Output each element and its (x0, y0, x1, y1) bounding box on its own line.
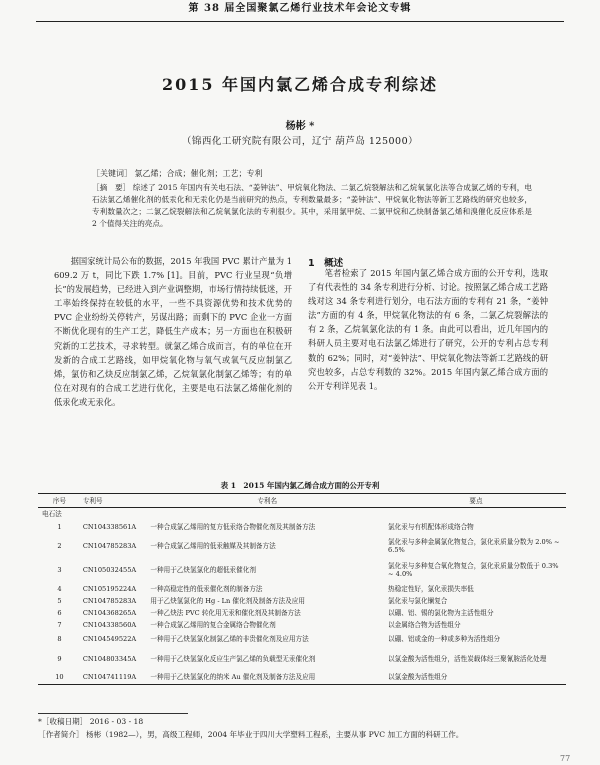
row-patent-no: CN105195224A (82, 584, 137, 593)
table-row (38, 631, 566, 647)
patent-table (38, 493, 566, 685)
row-patent-no: CN104741119A (81, 671, 149, 685)
table-row (38, 619, 566, 631)
row-patent-name: 一种合成氯乙烯用的低汞触媒及其制备方法 (150, 541, 276, 550)
header-index: 序号 (38, 494, 81, 508)
abstract: ［摘 要］ 综述了 2015 年国内有关电石法、“姜钟法”、甲烷氧化物法、二氯乙烷裂解法和乙烷氧氯化法等合成氯乙烯的专利，电石法氯乙烯催化剂的低汞化和无汞化仍是当前研究的热点，专利数量最多；“姜钟法”、甲烷氧化物法等新工艺路线的研究也较多，专利数量次之；二氯乙烷裂解法和乙烷氧氯化法的专利很少。其中，采用氯甲烷、二氯甲烷和乙炔制备氯乙烯和溴催化反应体系是 2 个值得关注的亮点。 (92, 183, 532, 228)
header-rule (36, 21, 564, 22)
table-row (38, 671, 566, 685)
row-index: 1 (57, 523, 62, 531)
row-patent-no: CN104338560A (82, 620, 137, 629)
table-caption: 表 1 2015 年国内氯乙烯合成方面的公开专利 (220, 481, 380, 490)
page-number: 77 (560, 754, 571, 763)
row-patent-no: CN104338561A (82, 523, 137, 531)
row-patent-name: 一种用于乙炔氢氯化的纳米 Au 催化剂及制备方法及应用 (148, 671, 386, 685)
table-row (38, 535, 566, 557)
header-key-points: 要点 (386, 494, 566, 508)
table-row (38, 595, 566, 607)
row-key-points: 以硼、铝或金的一种或多种为活性组分 (388, 634, 501, 643)
group-label: 电石法 (42, 509, 62, 518)
table-row (38, 520, 566, 535)
row-index: 4 (57, 584, 62, 593)
row-index: 2 (57, 541, 62, 550)
row-patent-no: CN104803345A (82, 654, 137, 663)
table-row (38, 607, 566, 619)
table-row (38, 647, 566, 671)
intro-paragraph: 据国家统计局公布的数据，2015 年我国 PVC 累计产量为 1 609.2 万 t，同比下跌 1.7% [1]。目前，PVC 行业呈现“负增长”的发展趋势，已经进入到产业调整期，市场行情持续低迷，开工率始终保持在较低的水平，一些不具资源优势和技术优势的 PVC 企业纷纷关停转产，另谋出路；而剩下的 PVC 企业一方面不断优化现有的生产工艺，降低生产成本；另一方面也在积极研究新的工艺技术，寻求转型。就氯乙烯合成而言，有的单位在开发新的合成工艺路线，如甲烷氧化物与氧气或氧气反应制氯乙烯，氯仿和乙炔反应制氯乙烯，乙烷氧氯化制氯乙烯等；有的单位在对现有的合成工艺进行优化，主要是电石法氯乙烯催化剂的低汞化或无汞化。 (54, 256, 292, 407)
row-patent-name: 一种合成氯乙烯用的复方低汞络合物催化剂及其制备方法 (150, 523, 316, 531)
row-patent-no: CN104785283A (82, 541, 137, 550)
row-patent-name: 一种用于乙炔氢氯化反应生产氯乙烯的负载型无汞催化剂 (150, 654, 316, 663)
footnote-rule (38, 713, 188, 714)
row-key-points: 以氯金酸为活性组分 (386, 671, 566, 685)
row-index: 7 (57, 620, 62, 629)
row-patent-no: CN104368265A (82, 608, 137, 617)
row-key-points: 氯化汞与氯化镧复合 (388, 596, 448, 605)
row-key-points: 以硼、铝、锡的氯化物为主活性组分 (388, 608, 494, 617)
row-patent-name: 一种合成氯乙烯用的复合金属络合物催化剂 (150, 620, 276, 629)
article-title: 2015 年国内氯乙烯合成专利综述 (161, 75, 439, 94)
running-header: 第 38 届全国聚氯乙烯行业技术年会论文专辑 (188, 3, 412, 14)
row-index: 6 (57, 608, 62, 617)
row-index: 10 (38, 671, 81, 685)
row-patent-no: CN104785283A (82, 596, 137, 605)
row-patent-no: CN104549522A (82, 634, 137, 643)
received-date: *［收稿日期］ 2016 - 03 - 18 (38, 717, 144, 726)
table-group-row (38, 508, 566, 520)
table-header-row (38, 494, 566, 508)
row-patent-name: 一种用于乙炔氢氯化制氯乙烯的非贵催化剂及应用方法 (150, 634, 309, 643)
row-key-points: 热稳定性好，氯化汞损失率低 (388, 584, 474, 593)
row-key-points: 氯化汞与多种金属氯化物复合，氯化汞质量分数为 2.0% ~ 6.5% (388, 537, 560, 554)
header-patent-no: 专利号 (81, 494, 149, 508)
row-key-points: 氯化汞与多种复合氧化物复合，氯化汞质量分数低于 0.3% ~ 4.0% (388, 561, 559, 578)
row-index: 3 (57, 565, 62, 574)
row-index: 5 (57, 596, 62, 605)
row-patent-name: 用于乙炔氢氯化的 Hg - Ln 催化剂及制备方法及应用 (150, 596, 305, 605)
header-patent-name: 专利名 (148, 494, 386, 508)
keywords: ［关键词］ 氯乙烯；合成；催化剂；工艺；专利 (92, 169, 263, 178)
row-index: 9 (57, 654, 62, 663)
row-patent-no: CN105032455A (82, 565, 137, 574)
row-key-points: 以金属络合物为活性组分 (388, 620, 461, 629)
author-name: 杨彬 * (285, 121, 315, 132)
author-affiliation: （锦西化工研究院有限公司，辽宁 葫芦岛 125000） (181, 136, 419, 147)
table-row (38, 557, 566, 583)
row-patent-name: 一种乙炔法 PVC 转化用无汞和催化剂及其制备方法 (150, 608, 301, 617)
row-key-points: 氯化汞与有机配体形成络合物 (388, 523, 474, 531)
section-heading-overview: 1 概述 (308, 258, 344, 269)
author-bio: ［作者简介］ 杨彬（1982—），男，高级工程师，2004 年毕业于四川大学塑料工程系，主要从事 PVC 加工方面的科研工作。 (38, 730, 464, 739)
row-patent-name: 一种高稳定性的低汞催化剂的制备方法 (150, 584, 263, 593)
row-key-points: 以氯金酸为活性组分，活性炭载体经三聚氰胺活化处理 (388, 654, 547, 663)
overview-paragraph: 笔者检索了 2015 年国内氯乙烯合成方面的公开专利，选取了有代表性的 34 条专利进行分析、讨论。按照氯乙烯合成工艺路线对这 34 条专利进行划分，电石法方面的专利有 21 条，“姜钟法”方面的有 4 条，甲烷氧化物法的有 6 条，二氯乙烷裂解法的有 2 条，乙烷氧氯化法的有 1 条。由此可以看出，近几年国内的科研人员主要对电石法氯乙烯进行了研究，公开的专利占总专利数的 62%；同时，对“姜钟法”、甲烷氧化物法等新工艺路线的研究也较多，占总专利数的 32%。2015 年国内氯乙烯合成方面的公开专利详见表 1。 (308, 268, 548, 391)
table-row (38, 583, 566, 595)
row-index: 8 (57, 634, 62, 643)
row-patent-name: 一种用于乙炔氢氯化的超低汞催化剂 (150, 565, 256, 574)
